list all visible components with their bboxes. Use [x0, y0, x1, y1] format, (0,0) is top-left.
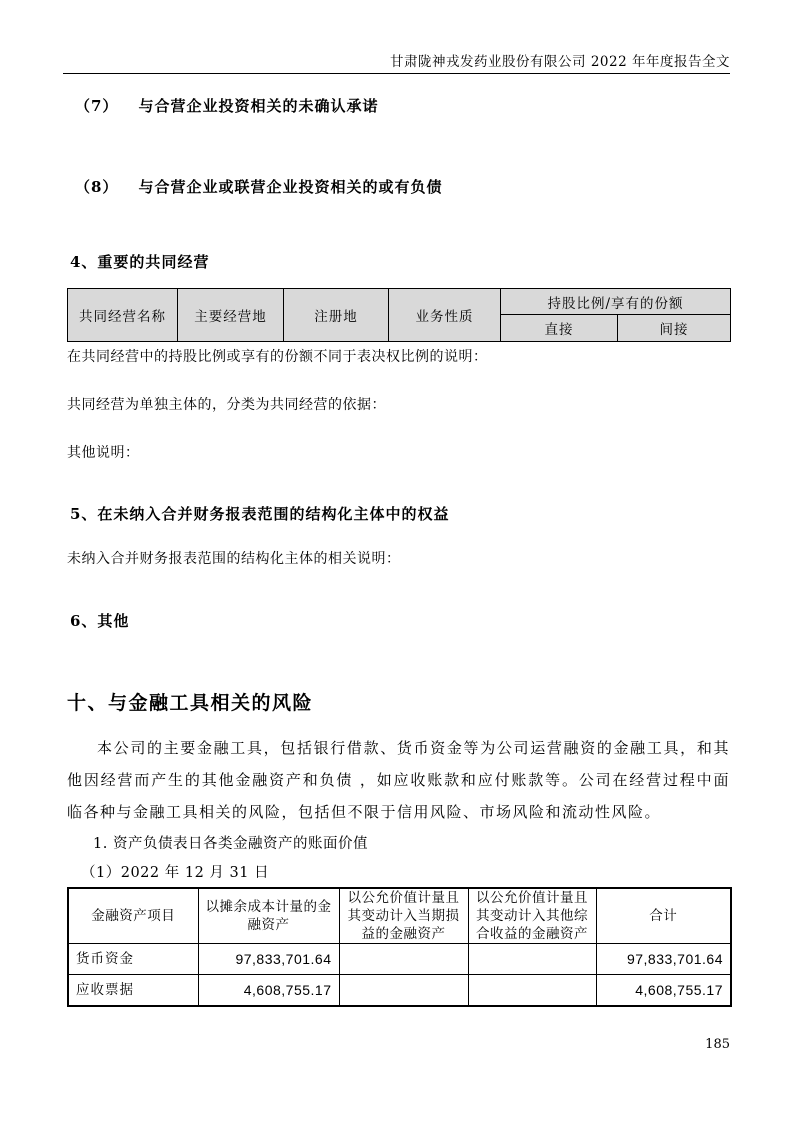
- heading-item-8-text: 与合营企业或联营企业投资相关的或有负债: [138, 178, 443, 196]
- header-divider: [63, 73, 730, 74]
- fa-cell-fvtpl: [339, 975, 468, 1006]
- heading-section-4: 4、重要的共同经营: [70, 253, 210, 271]
- heading-section-6: 6、其他: [70, 612, 130, 630]
- fa-row-label: 货币资金: [68, 944, 198, 975]
- fa-cell-total: 4,608,755.17: [596, 975, 731, 1006]
- jt-header-business: 业务性质: [389, 289, 501, 342]
- fa-cell-fvtpl: [339, 944, 468, 975]
- fa-header-fvtpl: 以公允价值计量且其变动计入当期损益的金融资产: [339, 888, 468, 944]
- list-item-1: 1. 资产负债表日各类金融资产的账面价值: [93, 836, 368, 852]
- table-row: [68, 975, 731, 1006]
- risk-paragraph: 本公司的主要金融工具，包括银行借款、货币资金等为公司运营融资的金融工具，和其他因经营而产生的其他金融资产和负债 ，如应收账款和应付账款等。公司在经营过程中面临各种与金融工具相关的风险，包括但不限于信用风险、市场风险和流动性风险。: [67, 739, 730, 821]
- note-other: 其他说明：: [67, 445, 140, 461]
- financial-assets-table: [67, 887, 732, 1007]
- note-voting-ratio: 在共同经营中的持股比例或享有的份额不同于表决权比例的说明：: [67, 349, 488, 365]
- table-row: [68, 944, 731, 975]
- fa-header-total: 合计: [596, 888, 731, 944]
- heading-item-7-number: （7）: [75, 97, 119, 115]
- jt-header-name: 共同经营名称: [68, 289, 178, 342]
- fa-header-item: 金融资产项目: [68, 888, 198, 944]
- list-item-1-1: （1）2022 年 12 月 31 日: [81, 865, 270, 881]
- fa-cell-fvoci: [468, 975, 596, 1006]
- jt-header-registered: 注册地: [284, 289, 389, 342]
- heading-item-7-text: 与合营企业投资相关的未确认承诺: [138, 97, 379, 115]
- heading-item-7: [75, 95, 378, 116]
- jt-header-direct: 直接: [501, 315, 618, 342]
- fa-header-fvoci: 以公允价值计量且其变动计入其他综合收益的金融资产: [468, 888, 596, 944]
- fa-cell-amortized: 97,833,701.64: [198, 944, 339, 975]
- fa-cell-amortized: 4,608,755.17: [198, 975, 339, 1006]
- page-number: 185: [705, 1037, 730, 1052]
- heading-item-8: [75, 176, 442, 197]
- joint-operations-table: [67, 288, 731, 342]
- heading-item-8-number: （8）: [75, 178, 119, 196]
- heading-section-10: 十、与金融工具相关的风险: [67, 692, 314, 714]
- jt-header-indirect: 间接: [618, 315, 731, 342]
- page-header-title: 甘肃陇神戎发药业股份有限公司 2022 年年度报告全文: [390, 54, 730, 70]
- jt-header-place: 主要经营地: [178, 289, 284, 342]
- jt-header-shareholding: 持股比例/享有的份额: [501, 289, 731, 315]
- fa-header-amortized-cost: 以摊余成本计量的金融资产: [198, 888, 339, 944]
- fa-cell-fvoci: [468, 944, 596, 975]
- fa-row-label: 应收票据: [68, 975, 198, 1006]
- heading-section-5: 5、在未纳入合并财务报表范围的结构化主体中的权益: [70, 505, 450, 523]
- fa-cell-total: 97,833,701.64: [596, 944, 731, 975]
- note-structured-entity: 未纳入合并财务报表范围的结构化主体的相关说明：: [67, 551, 401, 567]
- note-separate-entity: 共同经营为单独主体的，分类为共同经营的依据：: [67, 397, 386, 413]
